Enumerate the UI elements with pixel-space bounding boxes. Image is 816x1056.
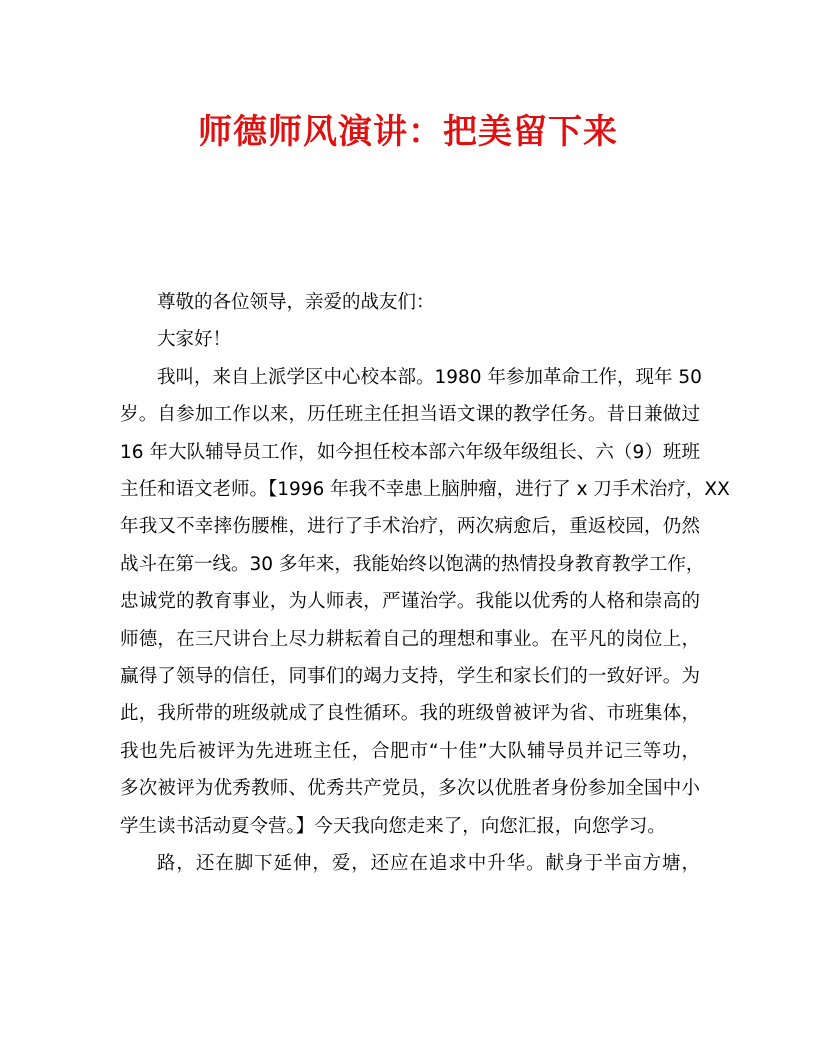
paragraph-line: 多次被评为优秀教师、优秀共产党员，多次以优胜者身份参加全国中小: [120, 778, 700, 800]
paragraph-line: 路，还在脚下延伸，爱，还应在追求中升华。献身于半亩方塘，: [157, 853, 700, 875]
paragraph-line: 此，我所带的班级就成了良性循环。我的班级曾被评为省、市班集体，: [120, 703, 700, 725]
paragraph-line: 16 年大队辅导员工作，如今担任校本部六年级年级组长、六（9）班班: [120, 441, 700, 463]
paragraph-line: 年我又不幸摔伤腰椎，进行了手术治疗，两次病愈后，重返校园，仍然: [120, 516, 700, 538]
paragraph-line: 学生读书活动夏令营。】今天我向您走来了，向您汇报，向您学习。: [120, 815, 666, 837]
paragraph-line: 赢得了领导的信任，同事们的竭力支持，学生和家长们的一致好评。为: [120, 666, 700, 688]
document-title: 师德师风演讲：把美留下来: [198, 112, 618, 152]
paragraph-line: 我也先后被评为先进班主任，合肥市“十佳”大队辅导员并记三等功，: [120, 740, 700, 762]
paragraph-2: [120, 845, 700, 882]
paragraph-1: [120, 359, 730, 845]
paragraph-line: 岁。自参加工作以来，历任班主任担当语文课的教学任务。昔日兼做过: [120, 404, 700, 426]
salutation-line: 大家好！: [157, 329, 232, 351]
document-body: [120, 284, 730, 883]
paragraph-line: 我叫，来自上派学区中心校本部。1980 年参加革命工作，现年 50: [157, 366, 702, 388]
paragraph-line: 战斗在第一线。30 多年来，我能始终以饱满的热情投身教育教学工作，: [120, 553, 705, 575]
paragraph-line: 主任和语文老师。【1996 年我不幸患上脑肿瘤，进行了 x 刀手术治疗，XX: [120, 479, 730, 501]
greeting-line: 尊敬的各位领导，亲爱的战友们：: [157, 292, 435, 313]
paragraph-line: 忠诚党的教育事业，为人师表，严谨治学。我能以优秀的人格和崇高的: [120, 591, 700, 613]
paragraph-line: 师德，在三尺讲台上尽力耕耘着自己的理想和事业。在平凡的岗位上，: [120, 628, 700, 650]
